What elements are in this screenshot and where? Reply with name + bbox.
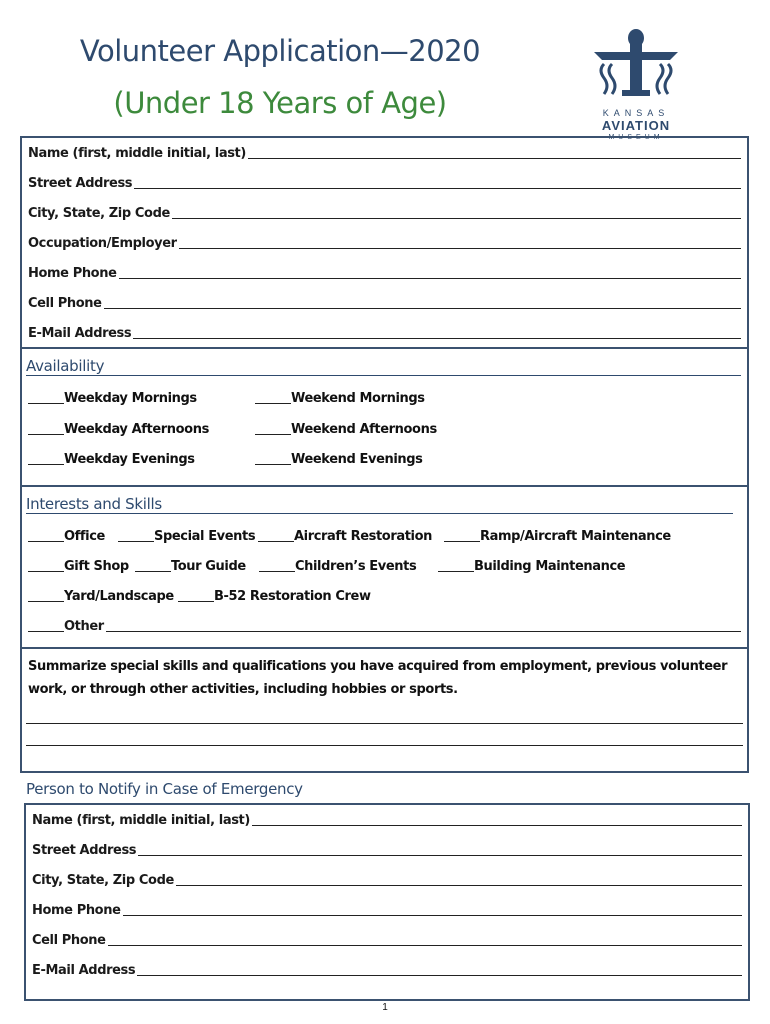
occupation-employer-field[interactable]: Occupation/Employer bbox=[28, 234, 741, 251]
emergency-city-state-zip-field[interactable]: City, State, Zip Code bbox=[32, 871, 742, 888]
interests-heading-underline bbox=[26, 513, 733, 514]
logo-text-kansas: KANSAS bbox=[602, 108, 670, 118]
tour-guide-checkbox[interactable]: Tour Guide bbox=[135, 557, 246, 574]
weekend-evenings-checkbox[interactable]: Weekend Evenings bbox=[255, 450, 423, 467]
weekend-mornings-checkbox[interactable]: Weekend Mornings bbox=[255, 389, 425, 406]
cell-phone-field[interactable]: Cell Phone bbox=[28, 294, 741, 311]
office-checkbox[interactable]: Office bbox=[28, 527, 105, 544]
weekday-evenings-checkbox[interactable]: Weekday Evenings bbox=[28, 450, 195, 467]
emergency-street-address-field[interactable]: Street Address bbox=[32, 841, 742, 858]
street-address-field[interactable]: Street Address bbox=[28, 174, 741, 191]
logo-text-aviation: AVIATION bbox=[601, 118, 671, 133]
name-field[interactable]: Name (first, middle initial, last) bbox=[28, 144, 741, 161]
availability-heading-underline bbox=[26, 375, 741, 376]
logo-text-museum: MUSEUM bbox=[608, 134, 664, 141]
b52-restoration-crew-checkbox[interactable]: B-52 Restoration Crew bbox=[178, 587, 371, 604]
form-subtitle: (Under 18 Years of Age) bbox=[113, 86, 447, 120]
interests-section bbox=[20, 485, 749, 649]
aircraft-restoration-checkbox[interactable]: Aircraft Restoration bbox=[258, 527, 432, 544]
childrens-events-checkbox[interactable]: Children’s Events bbox=[259, 557, 416, 574]
interests-heading: Interests and Skills bbox=[26, 495, 162, 513]
email-field[interactable]: E-Mail Address bbox=[28, 324, 741, 341]
emergency-heading: Person to Notify in Case of Emergency bbox=[26, 780, 303, 798]
weekend-afternoons-checkbox[interactable]: Weekend Afternoons bbox=[255, 420, 437, 437]
weekday-afternoons-checkbox[interactable]: Weekday Afternoons bbox=[28, 420, 209, 437]
page-number: 1 bbox=[382, 1002, 388, 1013]
emergency-name-field[interactable]: Name (first, middle initial, last) bbox=[32, 811, 742, 828]
ramp-aircraft-maintenance-checkbox[interactable]: Ramp/Aircraft Maintenance bbox=[444, 527, 671, 544]
availability-section bbox=[20, 347, 749, 487]
summary-section bbox=[20, 647, 749, 773]
home-phone-field[interactable]: Home Phone bbox=[28, 264, 741, 281]
emergency-email-field[interactable]: E-Mail Address bbox=[32, 961, 742, 978]
availability-heading: Availability bbox=[26, 357, 105, 375]
gift-shop-checkbox[interactable]: Gift Shop bbox=[28, 557, 129, 574]
other-interest-field[interactable]: Other bbox=[28, 617, 741, 634]
summary-answer-line-1[interactable] bbox=[26, 723, 743, 724]
weekday-mornings-checkbox[interactable]: Weekday Mornings bbox=[28, 389, 197, 406]
contact-info-section bbox=[20, 136, 749, 349]
summary-answer-line-2[interactable] bbox=[26, 745, 743, 746]
city-state-zip-field[interactable]: City, State, Zip Code bbox=[28, 204, 741, 221]
emergency-cell-phone-field[interactable]: Cell Phone bbox=[32, 931, 742, 948]
emergency-home-phone-field[interactable]: Home Phone bbox=[32, 901, 742, 918]
emergency-contact-section bbox=[24, 803, 750, 1001]
building-maintenance-checkbox[interactable]: Building Maintenance bbox=[438, 557, 625, 574]
special-events-checkbox[interactable]: Special Events bbox=[118, 527, 255, 544]
yard-landscape-checkbox[interactable]: Yard/Landscape bbox=[28, 587, 174, 604]
form-title: Volunteer Application—2020 bbox=[79, 34, 481, 68]
summary-prompt: Summarize special skills and qualifications you have acquired from employment, previous volunteer work, or through other activities, including hobbies or sports. bbox=[28, 659, 728, 697]
